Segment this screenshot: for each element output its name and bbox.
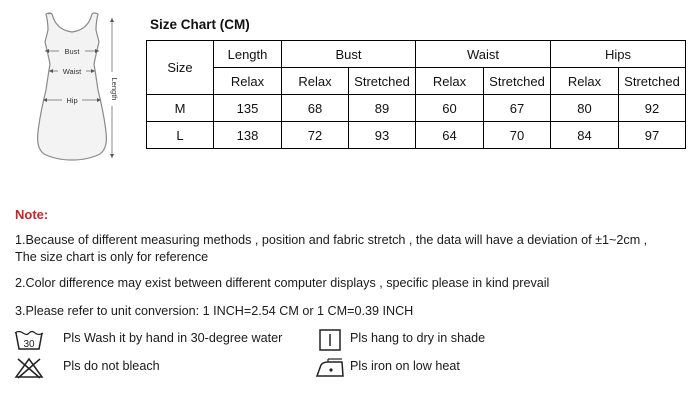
- dress-measurement-diagram: [12, 8, 132, 168]
- cell-waist-stretched: 70: [484, 122, 551, 149]
- header-length: Length: [214, 41, 282, 68]
- iron-low-heat-icon: [314, 356, 346, 385]
- header-size: Size: [147, 41, 214, 95]
- cell-bust-relax: 68: [282, 95, 349, 122]
- subheader-bust-stretched: Stretched: [349, 68, 416, 95]
- hand-wash-icon: [14, 329, 44, 358]
- cell-waist-relax: 64: [416, 122, 484, 149]
- header-waist: Waist: [416, 41, 551, 68]
- note-title: Note:: [15, 207, 49, 222]
- note-line-3: 3.Please refer to unit conversion: 1 INCH=2.54 CM or 1 CM=0.39 INCH: [15, 304, 414, 318]
- table-row: [147, 95, 686, 122]
- table-header-row: [147, 41, 686, 68]
- cell-hips-stretched: 97: [619, 122, 686, 149]
- cell-length: 135: [214, 95, 282, 122]
- bust-label: Bust: [64, 47, 80, 56]
- length-label: Length: [110, 77, 119, 101]
- no-bleach-icon: [14, 356, 44, 385]
- care-wash-text: Pls Wash it by hand in 30-degree water: [63, 331, 283, 345]
- subheader-waist-stretched: Stretched: [484, 68, 551, 95]
- waist-label: Waist: [62, 67, 82, 76]
- care-hang-text: Pls hang to dry in shade: [350, 331, 486, 345]
- note-line-1b: The size chart is only for reference: [15, 250, 209, 264]
- table-subheader-row: [147, 68, 686, 95]
- subheader-length-relax: Relax: [214, 68, 282, 95]
- cell-bust-relax: 72: [282, 122, 349, 149]
- cell-hips-relax: 84: [551, 122, 619, 149]
- size-chart-table: [146, 40, 686, 149]
- hip-label: Hip: [66, 96, 78, 105]
- subheader-waist-relax: Relax: [416, 68, 484, 95]
- subheader-hips-relax: Relax: [551, 68, 619, 95]
- cell-size: L: [147, 122, 214, 149]
- size-chart-title: Size Chart (CM): [150, 17, 250, 32]
- cell-size: M: [147, 95, 214, 122]
- hang-dry-icon: [318, 328, 342, 357]
- cell-hips-stretched: 92: [619, 95, 686, 122]
- header-bust: Bust: [282, 41, 416, 68]
- subheader-hips-stretched: Stretched: [619, 68, 686, 95]
- cell-length: 138: [214, 122, 282, 149]
- care-iron-text: Pls iron on low heat: [350, 359, 460, 373]
- care-bleach-text: Pls do not bleach: [63, 359, 160, 373]
- subheader-bust-relax: Relax: [282, 68, 349, 95]
- wash-temp-label: 30: [23, 339, 35, 350]
- header-hips: Hips: [551, 41, 686, 68]
- cell-waist-relax: 60: [416, 95, 484, 122]
- table-row: [147, 122, 686, 149]
- cell-hips-relax: 80: [551, 95, 619, 122]
- cell-bust-stretched: 93: [349, 122, 416, 149]
- cell-bust-stretched: 89: [349, 95, 416, 122]
- cell-waist-stretched: 67: [484, 95, 551, 122]
- note-line-1a: 1.Because of different measuring methods , position and fabric stretch , the data will have a deviation of ±1~2cm ,: [15, 233, 648, 247]
- dress-outline: [38, 13, 107, 160]
- dress-illustration: [12, 8, 132, 168]
- note-line-2: 2.Color difference may exist between different computer displays , specific please in kind prevail: [15, 276, 550, 290]
